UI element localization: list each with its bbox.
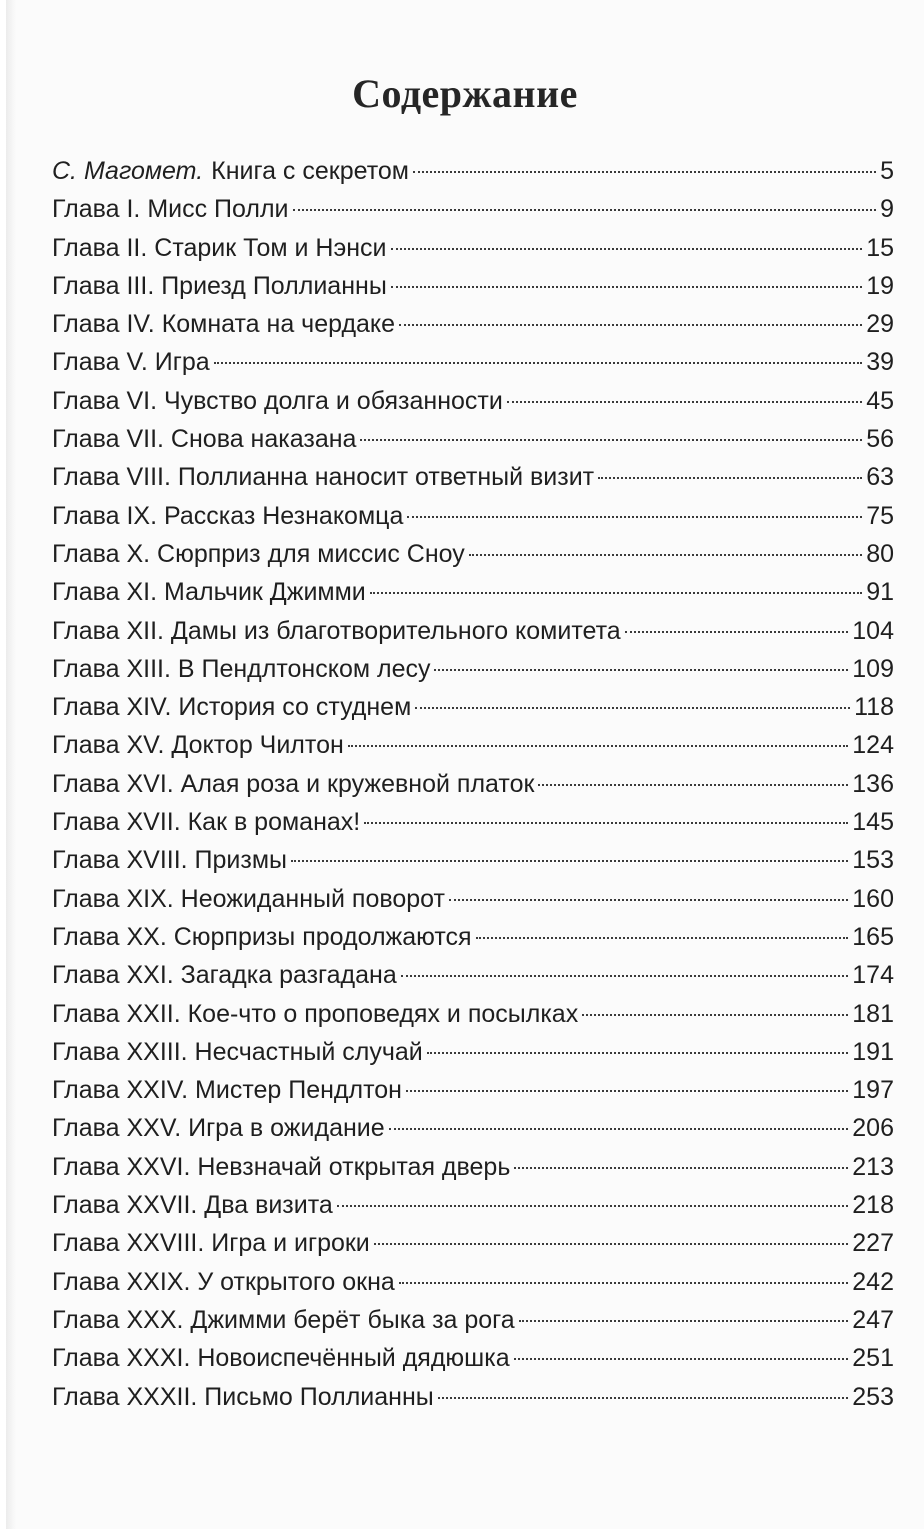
toc-entry-page-number: 9: [880, 195, 894, 224]
toc-entry-title: Глава XIV. История со студнем: [52, 693, 412, 722]
dot-leader: [519, 1320, 849, 1322]
toc-entry: [52, 1301, 894, 1339]
toc-entry-page-number: 56: [866, 425, 894, 454]
toc-entry: [52, 458, 894, 496]
dot-leader: [399, 1282, 848, 1284]
dot-leader: [399, 324, 862, 326]
dot-leader: [625, 631, 849, 633]
toc-entry-title: Глава I. Мисс Полли: [52, 195, 289, 224]
toc-entry-page-number: 145: [852, 808, 894, 837]
toc-entry-title: Глава XII. Дамы из благотворительного комитета: [52, 616, 621, 645]
toc-entry-page-number: 15: [866, 233, 894, 262]
toc-entry-author: С. Магомет.: [52, 157, 204, 185]
dot-leader: [291, 860, 848, 862]
toc-entry-title: Глава XXIX. У открытого окна: [52, 1267, 395, 1296]
toc-entry: [52, 650, 894, 688]
toc-entry: [52, 1186, 894, 1224]
dot-leader: [374, 1243, 849, 1245]
toc-entry: [52, 1109, 894, 1147]
toc-entry-page-number: 247: [852, 1305, 894, 1334]
toc-entry: [52, 152, 894, 190]
toc-entry-title: Глава XVII. Как в романах!: [52, 808, 361, 837]
toc-entry: [52, 1263, 894, 1301]
toc-entry-page-number: 165: [852, 922, 894, 951]
toc-entry-page-number: 153: [852, 846, 894, 875]
dot-leader: [476, 937, 849, 939]
toc-entry: [52, 880, 894, 918]
toc-entry: [52, 420, 894, 458]
toc-entry-page-number: 29: [866, 310, 894, 339]
dot-leader: [406, 1090, 848, 1092]
dot-leader: [469, 554, 862, 556]
toc-entry-page-number: 136: [852, 769, 894, 798]
toc-entry: [52, 1378, 894, 1416]
toc-entry-title: Глава XVIII. Призмы: [52, 846, 288, 875]
dot-leader: [538, 784, 848, 786]
toc-entry: [52, 1071, 894, 1109]
toc-entry-page-number: 251: [852, 1344, 894, 1373]
toc-entry: [52, 267, 894, 305]
toc-entry: [52, 918, 894, 956]
toc-entry: [52, 765, 894, 803]
toc-entry-page-number: 197: [852, 1076, 894, 1105]
dot-leader: [514, 1167, 848, 1169]
toc-entry-title: Глава XXXI. Новоиспечённый дядюшка: [52, 1344, 510, 1373]
toc-entry-page-number: 242: [852, 1267, 894, 1296]
toc-entry: [52, 803, 894, 841]
dot-leader: [434, 669, 848, 671]
toc-entry: [52, 535, 894, 573]
dot-leader: [293, 209, 877, 211]
page-edge-shadow: [6, 0, 16, 1529]
toc-entry-title: Глава XI. Мальчик Джимми: [52, 578, 366, 607]
dot-leader: [401, 975, 849, 977]
toc-entry-page-number: 109: [852, 654, 894, 683]
book-page: [6, 0, 924, 1529]
toc-entry-title: Глава XXVI. Невзначай открытая дверь: [52, 1152, 511, 1181]
toc-entry-title: Глава XXIII. Несчастный случай: [52, 1037, 423, 1066]
toc-entry: [52, 612, 894, 650]
dot-leader: [598, 477, 862, 479]
toc-entry-title: Глава IX. Рассказ Незнакомца: [52, 501, 404, 530]
toc-entry: [52, 1339, 894, 1377]
dot-leader: [514, 1358, 849, 1360]
toc-entry-page-number: 63: [866, 463, 894, 492]
toc-entry: [52, 229, 894, 267]
dot-leader: [415, 707, 850, 709]
toc-entry-title: Глава III. Приезд Поллианны: [52, 271, 387, 300]
toc-entry-page-number: 91: [866, 578, 894, 607]
toc-entry: [52, 995, 894, 1033]
dot-leader: [360, 439, 862, 441]
toc-entry: [52, 343, 894, 381]
dot-leader: [449, 899, 848, 901]
dot-leader: [413, 171, 876, 173]
toc-entry-title: Глава V. Игра: [52, 348, 210, 377]
toc-entry-page-number: 191: [852, 1037, 894, 1066]
toc-entry-page-number: 75: [866, 501, 894, 530]
toc-entry-title: Глава XXI. Загадка разгадана: [52, 961, 397, 990]
dot-leader: [391, 248, 863, 250]
toc-entry: [52, 382, 894, 420]
toc-entry: [52, 497, 894, 535]
toc-entry-page-number: 5: [880, 157, 894, 185]
toc-entry-title: Глава XXVIII. Игра и игроки: [52, 1229, 370, 1258]
toc-entry-page-number: 174: [852, 961, 894, 990]
dot-leader: [337, 1205, 848, 1207]
toc-entry-page-number: 181: [852, 999, 894, 1028]
toc-entry-title: Глава VIII. Поллианна наносит ответный визит: [52, 463, 595, 492]
toc-entry-page-number: 118: [854, 693, 894, 722]
toc-entry-page-number: 45: [866, 386, 894, 415]
toc-entry-page-number: 218: [852, 1191, 894, 1220]
toc-entry-page-number: 206: [852, 1114, 894, 1143]
toc-entry: [52, 1033, 894, 1071]
toc-entry: [52, 726, 894, 764]
dot-leader: [214, 362, 863, 364]
dot-leader: [370, 592, 862, 594]
toc-entry-title: Книга с секретом: [211, 157, 409, 185]
dot-leader: [348, 745, 849, 747]
toc-entry-title: Глава XV. Доктор Чилтон: [52, 731, 344, 760]
page-title: Содержание: [352, 71, 578, 116]
toc-entry-page-number: 160: [852, 884, 894, 913]
toc-entry: [52, 688, 894, 726]
toc-entry-title: Глава XIX. Неожиданный поворот: [52, 884, 445, 913]
toc-entry: [52, 190, 894, 228]
toc-entry-title: Глава XXVII. Два визита: [52, 1191, 333, 1220]
toc-entry-title: Глава XX. Сюрпризы продолжаются: [52, 922, 472, 951]
table-of-contents: [52, 152, 894, 1416]
toc-entry-title: Глава X. Сюрприз для миссис Сноу: [52, 539, 465, 568]
toc-entry-title: Глава XIII. В Пендлтонском лесу: [52, 654, 431, 683]
toc-entry: [52, 841, 894, 879]
toc-entry-title: Глава XXXII. Письмо Поллианны: [52, 1382, 434, 1411]
dot-leader: [391, 286, 862, 288]
toc-entry: [52, 1224, 894, 1262]
toc-entry-title: Глава VII. Снова наказана: [52, 425, 357, 454]
toc-entry: [52, 956, 894, 994]
toc-entry-title: Глава XXV. Игра в ожидание: [52, 1114, 385, 1143]
dot-leader: [507, 401, 862, 403]
toc-entry-page-number: 124: [852, 731, 894, 760]
toc-entry-title: Глава VI. Чувство долга и обязанности: [52, 386, 503, 415]
dot-leader: [407, 516, 862, 518]
dot-leader: [438, 1397, 849, 1399]
dot-leader: [582, 1014, 848, 1016]
toc-entry-title: Глава XXX. Джимми берёт быка за рога: [52, 1305, 515, 1334]
dot-leader: [427, 1052, 849, 1054]
toc-entry: [52, 305, 894, 343]
dot-leader: [389, 1128, 849, 1130]
toc-entry-title: Глава II. Старик Том и Нэнси: [52, 233, 387, 262]
toc-entry-page-number: 19: [866, 271, 894, 300]
toc-entry-title: Глава XXIV. Мистер Пендлтон: [52, 1076, 402, 1105]
toc-entry-page-number: 227: [852, 1229, 894, 1258]
dot-leader: [364, 822, 848, 824]
toc-entry-page-number: 104: [852, 616, 894, 645]
toc-entry-page-number: 213: [852, 1152, 894, 1181]
toc-entry-title: Глава XVI. Алая роза и кружевной платок: [52, 769, 535, 798]
toc-entry: [52, 1148, 894, 1186]
toc-entry-title: Глава IV. Комната на чердаке: [52, 310, 396, 339]
toc-entry-page-number: 39: [866, 348, 894, 377]
toc-entry-page-number: 253: [852, 1382, 894, 1411]
toc-entry-page-number: 80: [866, 539, 894, 568]
toc-entry-title: Глава XXII. Кое-что о проповедях и посылках: [52, 999, 579, 1028]
toc-entry: [52, 573, 894, 611]
